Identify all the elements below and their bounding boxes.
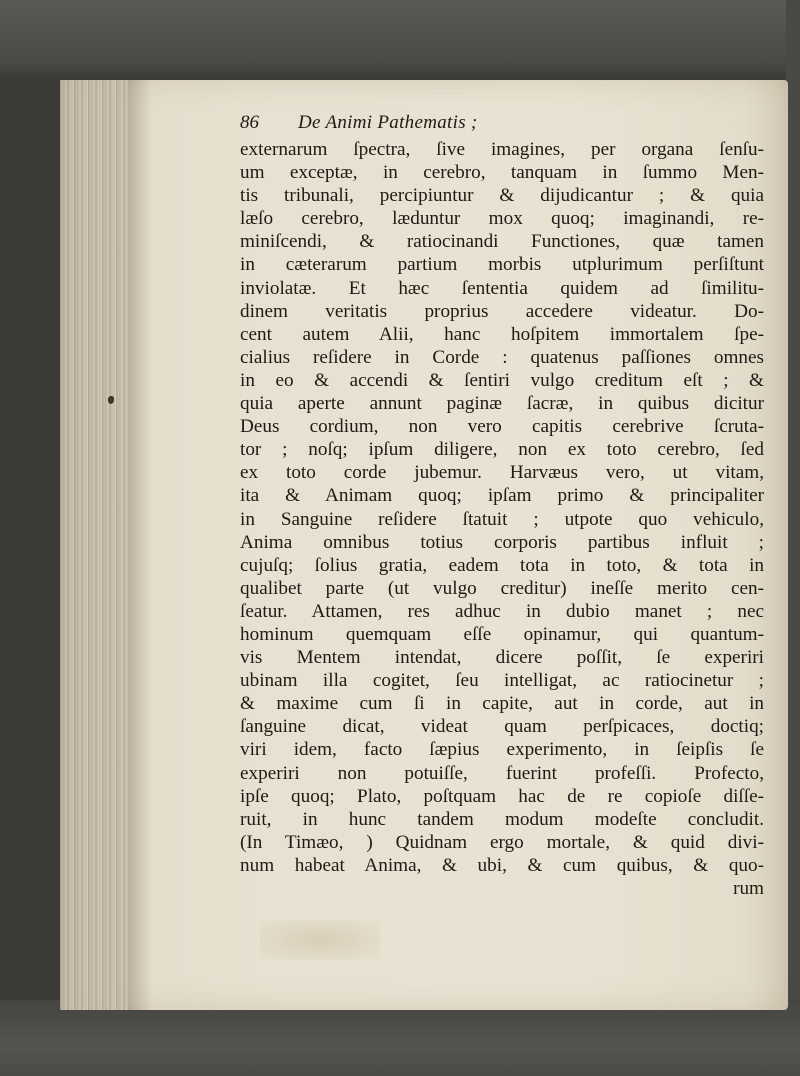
text-line: dinem veritatis proprius accedere videatur. Do- (240, 300, 764, 322)
text-line: in Sanguine reſidere ſtatuit ; utpote quo vehiculo, (240, 508, 764, 530)
text-line: viri idem, facto ſæpius experimento, in ſeipſis ſe (240, 739, 764, 761)
text-line: ita & Animam quoq; ipſam primo & principaliter (240, 485, 764, 507)
text-line: cujuſq; ſolius gratia, eadem tota in toto, & tota in (240, 554, 764, 576)
text-line: tor ; noſq; ipſum diligere, non ex toto cerebro, ſed (240, 439, 764, 461)
scanner-background-right (786, 0, 800, 1076)
text-line: um exceptæ, in cerebro, tanquam in ſummo Men- (240, 162, 764, 184)
text-line: ſanguine dicat, videat quam perſpicaces, doctiq; (240, 716, 764, 738)
book-gutter (60, 80, 128, 1010)
running-title: De Animi Pathematis ; (298, 112, 478, 133)
text-line: in cæterarum partium morbis utplurimum perſiſtunt (240, 254, 764, 276)
text-line: hominum quemquam eſſe opinamur, qui quantum- (240, 623, 764, 645)
text-line: ipſe quoq; Plato, poſtquam hac de re copioſe diſſe- (240, 785, 764, 807)
text-line: & maxime cum ſi in capite, aut in corde, aut in (240, 693, 764, 715)
text-line: in eo & accendi & ſentiri vulgo creditum eſt ; & (240, 369, 764, 391)
text-line: Anima omnibus totius corporis partibus influit ; (240, 531, 764, 553)
text-line: qualibet parte (ut vulgo creditur) ineſſe merito cen- (240, 577, 764, 599)
text-line: inviolatæ. Et hæc ſententia quidem ad ſimilitu- (240, 277, 764, 299)
text-line: vis Mentem intendat, dicere poſſit, ſe experiri (240, 647, 764, 669)
text-line: cialius reſidere in Corde : quatenus paſſiones omnes (240, 346, 764, 368)
page-number: 86 (240, 112, 259, 133)
text-line: num habeat Anima, & ubi, & cum quibus, & quo- (240, 854, 764, 876)
text-line: læſo cerebro, læduntur mox quoq; imaginandi, re- (240, 208, 764, 230)
text-block (240, 112, 764, 900)
text-line: cent autem Alii, hanc hoſpitem immortalem ſpe- (240, 323, 764, 345)
text-line: ſeatur. Attamen, res adhuc in dubio manet ; nec (240, 600, 764, 622)
paper-stain (260, 920, 380, 960)
scanner-background-top (0, 0, 800, 78)
text-line: ex toto corde jubemur. Harvæus vero, ut vitam, (240, 462, 764, 484)
text-line: rum (733, 878, 764, 899)
text-line: quia aperte annunt paginæ ſacræ, in quibus dicitur (240, 393, 764, 415)
text-line: ubinam illa cogitet, ſeu intelligat, ac ratiocinetur ; (240, 670, 764, 692)
text-line: Deus cordium, non vero capitis cerebrive ſcruta- (240, 416, 764, 438)
scanner-background-bottom (0, 1000, 800, 1076)
body-text (240, 138, 764, 900)
text-line: tis tribunali, percipiuntur & dijudicantur ; & quia (240, 185, 764, 207)
gutter-shadow (128, 80, 152, 1010)
text-line: (In Timæo, ) Quidnam ergo mortale, & quid divi- (240, 831, 764, 853)
text-line: miniſcendi, & ratiocinandi Functiones, quæ tamen (240, 231, 764, 253)
text-line: externarum ſpectra, ſive imagines, per organa ſenſu- (240, 139, 764, 160)
text-line: ruit, in hunc tandem modum modeſte concludit. (240, 808, 764, 830)
page-header (240, 112, 764, 136)
text-line: experiri non potuiſſe, fuerint profeſſi. Profecto, (240, 762, 764, 784)
